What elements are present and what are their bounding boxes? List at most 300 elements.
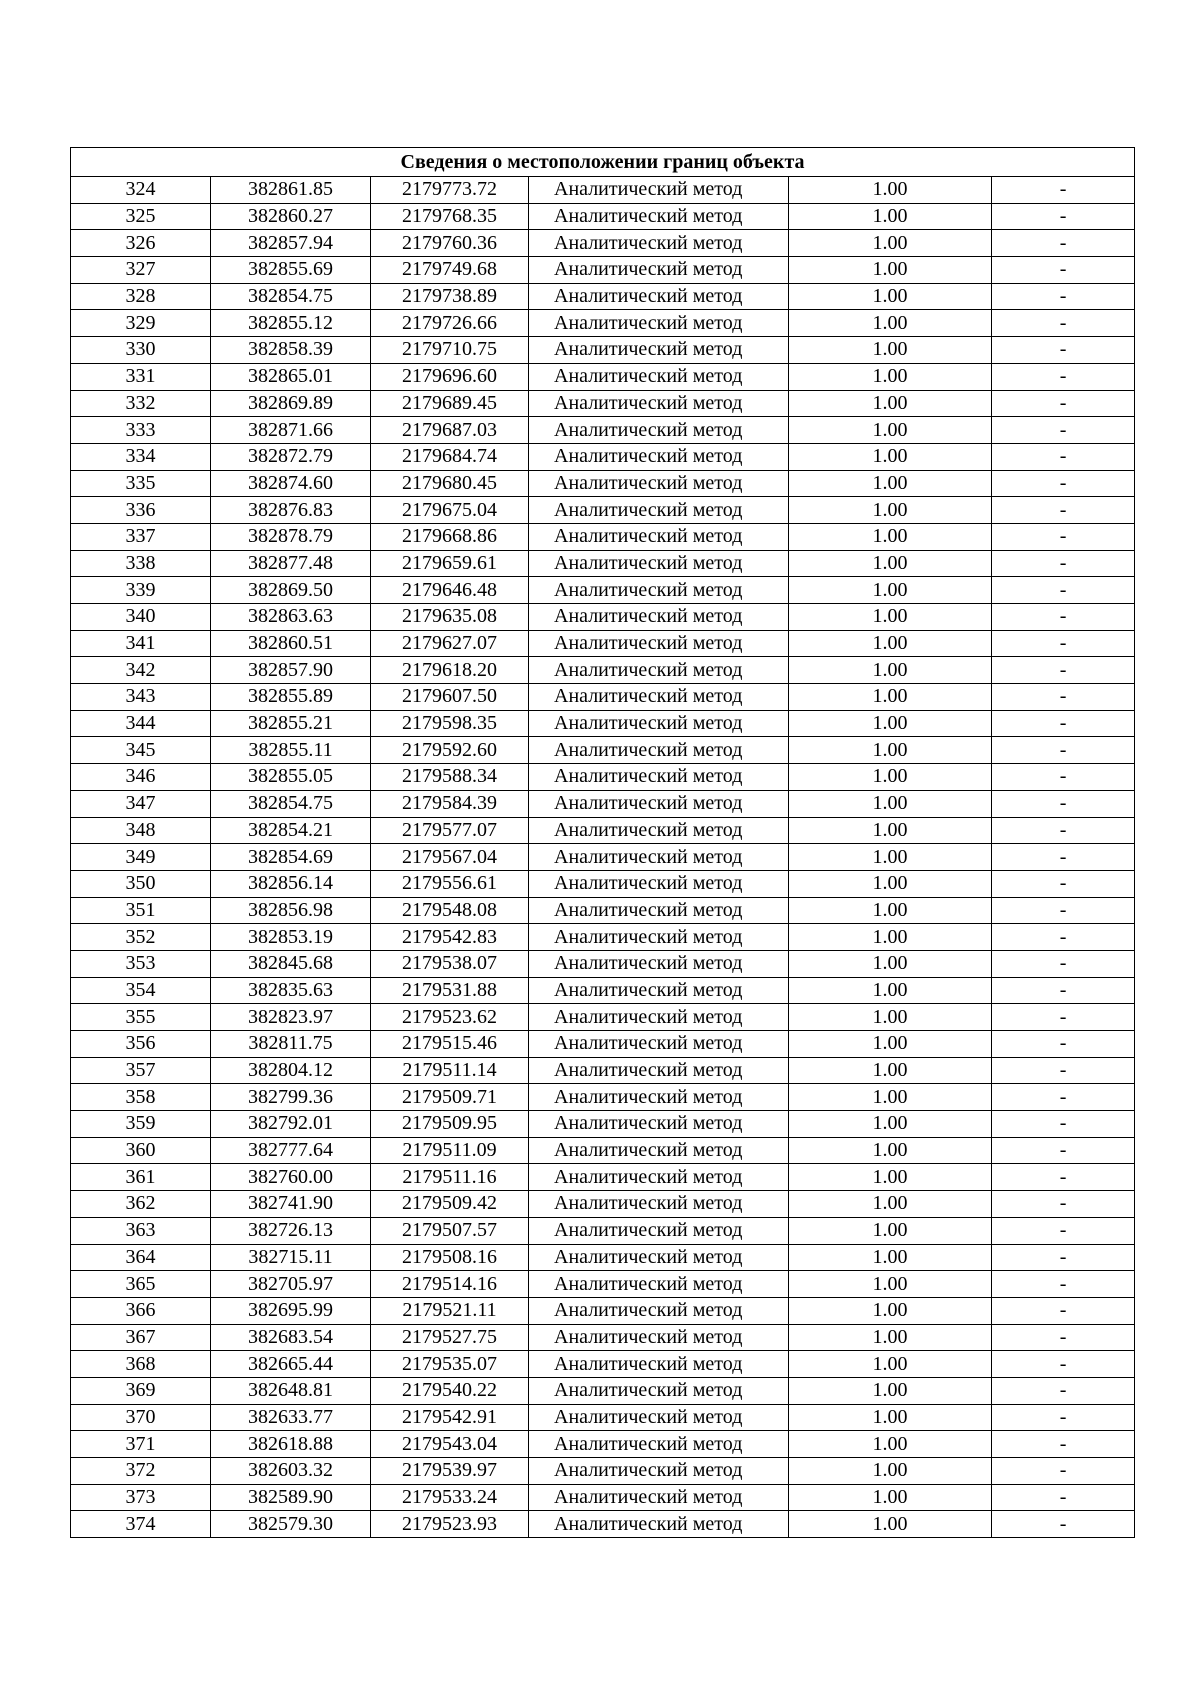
x-coordinate-cell: 382861.85: [211, 177, 371, 204]
y-coordinate-cell: 2179635.08: [371, 604, 529, 631]
description-cell: -: [992, 1324, 1135, 1351]
table-row: [71, 1404, 1135, 1431]
y-coordinate-cell: 2179584.39: [371, 790, 529, 817]
accuracy-cell: 1.00: [789, 1004, 992, 1031]
description-cell: -: [992, 950, 1135, 977]
table-row: [71, 1217, 1135, 1244]
y-coordinate-cell: 2179548.08: [371, 897, 529, 924]
x-coordinate-cell: 382633.77: [211, 1404, 371, 1431]
accuracy-cell: 1.00: [789, 1377, 992, 1404]
y-coordinate-cell: 2179675.04: [371, 497, 529, 524]
table-row: [71, 257, 1135, 284]
description-cell: -: [992, 310, 1135, 337]
x-coordinate-cell: 382874.60: [211, 470, 371, 497]
y-coordinate-cell: 2179514.16: [371, 1271, 529, 1298]
y-coordinate-cell: 2179659.61: [371, 550, 529, 577]
y-coordinate-cell: 2179527.75: [371, 1324, 529, 1351]
x-coordinate-cell: 382853.19: [211, 924, 371, 951]
x-coordinate-cell: 382855.12: [211, 310, 371, 337]
description-cell: -: [992, 1271, 1135, 1298]
point-number-cell: 371: [71, 1431, 211, 1458]
table-row: [71, 1191, 1135, 1218]
method-cell: Аналитический метод: [529, 443, 789, 470]
x-coordinate-cell: 382799.36: [211, 1084, 371, 1111]
table-body: [71, 177, 1135, 1538]
method-cell: Аналитический метод: [529, 390, 789, 417]
x-coordinate-cell: 382878.79: [211, 523, 371, 550]
x-coordinate-cell: 382877.48: [211, 550, 371, 577]
point-number-cell: 366: [71, 1297, 211, 1324]
point-number-cell: 337: [71, 523, 211, 550]
accuracy-cell: 1.00: [789, 1031, 992, 1058]
y-coordinate-cell: 2179535.07: [371, 1351, 529, 1378]
accuracy-cell: 1.00: [789, 1271, 992, 1298]
description-cell: -: [992, 497, 1135, 524]
y-coordinate-cell: 2179710.75: [371, 337, 529, 364]
accuracy-cell: 1.00: [789, 1244, 992, 1271]
method-cell: Аналитический метод: [529, 630, 789, 657]
point-number-cell: 344: [71, 710, 211, 737]
method-cell: Аналитический метод: [529, 1458, 789, 1485]
method-cell: Аналитический метод: [529, 1111, 789, 1138]
y-coordinate-cell: 2179689.45: [371, 390, 529, 417]
y-coordinate-cell: 2179738.89: [371, 283, 529, 310]
y-coordinate-cell: 2179577.07: [371, 817, 529, 844]
point-number-cell: 348: [71, 817, 211, 844]
table-row: [71, 203, 1135, 230]
accuracy-cell: 1.00: [789, 924, 992, 951]
point-number-cell: 370: [71, 1404, 211, 1431]
y-coordinate-cell: 2179511.14: [371, 1057, 529, 1084]
description-cell: -: [992, 363, 1135, 390]
point-number-cell: 355: [71, 1004, 211, 1031]
description-cell: -: [992, 1244, 1135, 1271]
description-cell: -: [992, 1217, 1135, 1244]
point-number-cell: 373: [71, 1484, 211, 1511]
table-row: [71, 523, 1135, 550]
y-coordinate-cell: 2179567.04: [371, 844, 529, 871]
point-number-cell: 360: [71, 1137, 211, 1164]
x-coordinate-cell: 382835.63: [211, 977, 371, 1004]
description-cell: -: [992, 1164, 1135, 1191]
description-cell: -: [992, 1484, 1135, 1511]
point-number-cell: 335: [71, 470, 211, 497]
method-cell: Аналитический метод: [529, 310, 789, 337]
method-cell: Аналитический метод: [529, 1057, 789, 1084]
table-row: [71, 1458, 1135, 1485]
accuracy-cell: 1.00: [789, 870, 992, 897]
x-coordinate-cell: 382603.32: [211, 1458, 371, 1485]
method-cell: Аналитический метод: [529, 1084, 789, 1111]
y-coordinate-cell: 2179523.93: [371, 1511, 529, 1538]
table-row: [71, 604, 1135, 631]
x-coordinate-cell: 382865.01: [211, 363, 371, 390]
x-coordinate-cell: 382823.97: [211, 1004, 371, 1031]
x-coordinate-cell: 382869.50: [211, 577, 371, 604]
point-number-cell: 374: [71, 1511, 211, 1538]
point-number-cell: 351: [71, 897, 211, 924]
x-coordinate-cell: 382683.54: [211, 1324, 371, 1351]
method-cell: Аналитический метод: [529, 604, 789, 631]
table-row: [71, 1084, 1135, 1111]
point-number-cell: 352: [71, 924, 211, 951]
method-cell: Аналитический метод: [529, 283, 789, 310]
method-cell: Аналитический метод: [529, 977, 789, 1004]
description-cell: -: [992, 1431, 1135, 1458]
point-number-cell: 349: [71, 844, 211, 871]
table-row: [71, 630, 1135, 657]
x-coordinate-cell: 382777.64: [211, 1137, 371, 1164]
accuracy-cell: 1.00: [789, 1164, 992, 1191]
method-cell: Аналитический метод: [529, 1191, 789, 1218]
description-cell: -: [992, 337, 1135, 364]
table-row: [71, 283, 1135, 310]
description-cell: -: [992, 817, 1135, 844]
method-cell: Аналитический метод: [529, 817, 789, 844]
x-coordinate-cell: 382869.89: [211, 390, 371, 417]
x-coordinate-cell: 382648.81: [211, 1377, 371, 1404]
method-cell: Аналитический метод: [529, 737, 789, 764]
y-coordinate-cell: 2179509.95: [371, 1111, 529, 1138]
y-coordinate-cell: 2179592.60: [371, 737, 529, 764]
point-number-cell: 361: [71, 1164, 211, 1191]
point-number-cell: 358: [71, 1084, 211, 1111]
point-number-cell: 353: [71, 950, 211, 977]
accuracy-cell: 1.00: [789, 577, 992, 604]
table-row: [71, 310, 1135, 337]
accuracy-cell: 1.00: [789, 1191, 992, 1218]
description-cell: -: [992, 443, 1135, 470]
table-row: [71, 1324, 1135, 1351]
y-coordinate-cell: 2179749.68: [371, 257, 529, 284]
description-cell: -: [992, 230, 1135, 257]
table-row: [71, 817, 1135, 844]
x-coordinate-cell: 382589.90: [211, 1484, 371, 1511]
y-coordinate-cell: 2179618.20: [371, 657, 529, 684]
y-coordinate-cell: 2179523.62: [371, 1004, 529, 1031]
method-cell: Аналитический метод: [529, 897, 789, 924]
method-cell: Аналитический метод: [529, 523, 789, 550]
accuracy-cell: 1.00: [789, 764, 992, 791]
x-coordinate-cell: 382741.90: [211, 1191, 371, 1218]
table-row: [71, 924, 1135, 951]
point-number-cell: 329: [71, 310, 211, 337]
accuracy-cell: 1.00: [789, 497, 992, 524]
x-coordinate-cell: 382872.79: [211, 443, 371, 470]
description-cell: -: [992, 897, 1135, 924]
x-coordinate-cell: 382855.21: [211, 710, 371, 737]
y-coordinate-cell: 2179515.46: [371, 1031, 529, 1058]
description-cell: -: [992, 844, 1135, 871]
y-coordinate-cell: 2179538.07: [371, 950, 529, 977]
y-coordinate-cell: 2179768.35: [371, 203, 529, 230]
description-cell: -: [992, 1084, 1135, 1111]
point-number-cell: 350: [71, 870, 211, 897]
table-row: [71, 390, 1135, 417]
accuracy-cell: 1.00: [789, 417, 992, 444]
method-cell: Аналитический метод: [529, 657, 789, 684]
x-coordinate-cell: 382863.63: [211, 604, 371, 631]
point-number-cell: 368: [71, 1351, 211, 1378]
x-coordinate-cell: 382845.68: [211, 950, 371, 977]
y-coordinate-cell: 2179509.71: [371, 1084, 529, 1111]
accuracy-cell: 1.00: [789, 710, 992, 737]
accuracy-cell: 1.00: [789, 1111, 992, 1138]
point-number-cell: 354: [71, 977, 211, 1004]
table-row: [71, 177, 1135, 204]
x-coordinate-cell: 382855.69: [211, 257, 371, 284]
x-coordinate-cell: 382857.90: [211, 657, 371, 684]
method-cell: Аналитический метод: [529, 577, 789, 604]
accuracy-cell: 1.00: [789, 1351, 992, 1378]
table-row: [71, 1111, 1135, 1138]
table-row: [71, 710, 1135, 737]
point-number-cell: 332: [71, 390, 211, 417]
method-cell: Аналитический метод: [529, 550, 789, 577]
y-coordinate-cell: 2179508.16: [371, 1244, 529, 1271]
table-row: [71, 1164, 1135, 1191]
description-cell: -: [992, 1057, 1135, 1084]
point-number-cell: 363: [71, 1217, 211, 1244]
point-number-cell: 336: [71, 497, 211, 524]
accuracy-cell: 1.00: [789, 1484, 992, 1511]
y-coordinate-cell: 2179773.72: [371, 177, 529, 204]
method-cell: Аналитический метод: [529, 1511, 789, 1538]
table-row: [71, 1031, 1135, 1058]
y-coordinate-cell: 2179531.88: [371, 977, 529, 1004]
accuracy-cell: 1.00: [789, 844, 992, 871]
description-cell: -: [992, 1191, 1135, 1218]
method-cell: Аналитический метод: [529, 1137, 789, 1164]
method-cell: Аналитический метод: [529, 1377, 789, 1404]
x-coordinate-cell: 382857.94: [211, 230, 371, 257]
description-cell: -: [992, 1031, 1135, 1058]
method-cell: Аналитический метод: [529, 1484, 789, 1511]
x-coordinate-cell: 382855.05: [211, 764, 371, 791]
method-cell: Аналитический метод: [529, 203, 789, 230]
document-page: [70, 147, 1134, 1538]
point-number-cell: 328: [71, 283, 211, 310]
description-cell: -: [992, 1137, 1135, 1164]
x-coordinate-cell: 382695.99: [211, 1297, 371, 1324]
accuracy-cell: 1.00: [789, 443, 992, 470]
method-cell: Аналитический метод: [529, 684, 789, 711]
method-cell: Аналитический метод: [529, 710, 789, 737]
x-coordinate-cell: 382726.13: [211, 1217, 371, 1244]
x-coordinate-cell: 382804.12: [211, 1057, 371, 1084]
y-coordinate-cell: 2179680.45: [371, 470, 529, 497]
table-row: [71, 1484, 1135, 1511]
x-coordinate-cell: 382856.98: [211, 897, 371, 924]
method-cell: Аналитический метод: [529, 1271, 789, 1298]
point-number-cell: 338: [71, 550, 211, 577]
x-coordinate-cell: 382705.97: [211, 1271, 371, 1298]
point-number-cell: 325: [71, 203, 211, 230]
point-number-cell: 345: [71, 737, 211, 764]
y-coordinate-cell: 2179542.91: [371, 1404, 529, 1431]
method-cell: Аналитический метод: [529, 1431, 789, 1458]
description-cell: -: [992, 790, 1135, 817]
y-coordinate-cell: 2179507.57: [371, 1217, 529, 1244]
y-coordinate-cell: 2179540.22: [371, 1377, 529, 1404]
x-coordinate-cell: 382856.14: [211, 870, 371, 897]
accuracy-cell: 1.00: [789, 817, 992, 844]
y-coordinate-cell: 2179511.09: [371, 1137, 529, 1164]
description-cell: -: [992, 977, 1135, 1004]
accuracy-cell: 1.00: [789, 630, 992, 657]
accuracy-cell: 1.00: [789, 657, 992, 684]
method-cell: Аналитический метод: [529, 924, 789, 951]
table-title-row: [71, 148, 1135, 177]
description-cell: -: [992, 257, 1135, 284]
y-coordinate-cell: 2179521.11: [371, 1297, 529, 1324]
description-cell: -: [992, 630, 1135, 657]
description-cell: -: [992, 203, 1135, 230]
method-cell: Аналитический метод: [529, 844, 789, 871]
accuracy-cell: 1.00: [789, 230, 992, 257]
point-number-cell: 341: [71, 630, 211, 657]
method-cell: Аналитический метод: [529, 790, 789, 817]
table-row: [71, 657, 1135, 684]
x-coordinate-cell: 382811.75: [211, 1031, 371, 1058]
y-coordinate-cell: 2179687.03: [371, 417, 529, 444]
x-coordinate-cell: 382854.21: [211, 817, 371, 844]
point-number-cell: 364: [71, 1244, 211, 1271]
accuracy-cell: 1.00: [789, 257, 992, 284]
description-cell: -: [992, 870, 1135, 897]
point-number-cell: 367: [71, 1324, 211, 1351]
method-cell: Аналитический метод: [529, 1031, 789, 1058]
table-row: [71, 497, 1135, 524]
description-cell: -: [992, 764, 1135, 791]
point-number-cell: 331: [71, 363, 211, 390]
description-cell: -: [992, 604, 1135, 631]
accuracy-cell: 1.00: [789, 897, 992, 924]
description-cell: -: [992, 924, 1135, 951]
table-row: [71, 737, 1135, 764]
table-row: [71, 230, 1135, 257]
x-coordinate-cell: 382876.83: [211, 497, 371, 524]
x-coordinate-cell: 382665.44: [211, 1351, 371, 1378]
table-row: [71, 764, 1135, 791]
x-coordinate-cell: 382715.11: [211, 1244, 371, 1271]
accuracy-cell: 1.00: [789, 950, 992, 977]
y-coordinate-cell: 2179646.48: [371, 577, 529, 604]
description-cell: -: [992, 1458, 1135, 1485]
accuracy-cell: 1.00: [789, 390, 992, 417]
accuracy-cell: 1.00: [789, 977, 992, 1004]
accuracy-cell: 1.00: [789, 1324, 992, 1351]
y-coordinate-cell: 2179511.16: [371, 1164, 529, 1191]
accuracy-cell: 1.00: [789, 310, 992, 337]
table-row: [71, 1137, 1135, 1164]
method-cell: Аналитический метод: [529, 257, 789, 284]
accuracy-cell: 1.00: [789, 1137, 992, 1164]
accuracy-cell: 1.00: [789, 363, 992, 390]
x-coordinate-cell: 382854.75: [211, 283, 371, 310]
accuracy-cell: 1.00: [789, 1057, 992, 1084]
point-number-cell: 330: [71, 337, 211, 364]
method-cell: Аналитический метод: [529, 1404, 789, 1431]
point-number-cell: 359: [71, 1111, 211, 1138]
description-cell: -: [992, 1404, 1135, 1431]
point-number-cell: 372: [71, 1458, 211, 1485]
point-number-cell: 326: [71, 230, 211, 257]
table-row: [71, 443, 1135, 470]
description-cell: -: [992, 390, 1135, 417]
description-cell: -: [992, 737, 1135, 764]
accuracy-cell: 1.00: [789, 1084, 992, 1111]
point-number-cell: 365: [71, 1271, 211, 1298]
accuracy-cell: 1.00: [789, 283, 992, 310]
description-cell: -: [992, 1297, 1135, 1324]
method-cell: Аналитический метод: [529, 1164, 789, 1191]
method-cell: Аналитический метод: [529, 337, 789, 364]
description-cell: -: [992, 283, 1135, 310]
table-row: [71, 977, 1135, 1004]
y-coordinate-cell: 2179539.97: [371, 1458, 529, 1485]
point-number-cell: 324: [71, 177, 211, 204]
accuracy-cell: 1.00: [789, 1404, 992, 1431]
table-row: [71, 1004, 1135, 1031]
method-cell: Аналитический метод: [529, 764, 789, 791]
point-number-cell: 356: [71, 1031, 211, 1058]
table-row: [71, 790, 1135, 817]
table-row: [71, 950, 1135, 977]
table-row: [71, 684, 1135, 711]
x-coordinate-cell: 382871.66: [211, 417, 371, 444]
point-number-cell: 339: [71, 577, 211, 604]
description-cell: -: [992, 177, 1135, 204]
method-cell: Аналитический метод: [529, 470, 789, 497]
method-cell: Аналитический метод: [529, 497, 789, 524]
y-coordinate-cell: 2179726.66: [371, 310, 529, 337]
accuracy-cell: 1.00: [789, 1217, 992, 1244]
description-cell: -: [992, 417, 1135, 444]
description-cell: -: [992, 657, 1135, 684]
accuracy-cell: 1.00: [789, 523, 992, 550]
method-cell: Аналитический метод: [529, 1297, 789, 1324]
accuracy-cell: 1.00: [789, 684, 992, 711]
x-coordinate-cell: 382858.39: [211, 337, 371, 364]
description-cell: -: [992, 1377, 1135, 1404]
point-number-cell: 346: [71, 764, 211, 791]
point-number-cell: 340: [71, 604, 211, 631]
y-coordinate-cell: 2179668.86: [371, 523, 529, 550]
table-row: [71, 870, 1135, 897]
method-cell: Аналитический метод: [529, 230, 789, 257]
point-number-cell: 342: [71, 657, 211, 684]
table-row: [71, 1244, 1135, 1271]
accuracy-cell: 1.00: [789, 737, 992, 764]
accuracy-cell: 1.00: [789, 203, 992, 230]
y-coordinate-cell: 2179588.34: [371, 764, 529, 791]
table-row: [71, 337, 1135, 364]
description-cell: -: [992, 684, 1135, 711]
description-cell: -: [992, 1111, 1135, 1138]
point-number-cell: 357: [71, 1057, 211, 1084]
y-coordinate-cell: 2179627.07: [371, 630, 529, 657]
table-row: [71, 550, 1135, 577]
accuracy-cell: 1.00: [789, 337, 992, 364]
boundary-coordinates-table: [70, 147, 1135, 1538]
y-coordinate-cell: 2179556.61: [371, 870, 529, 897]
description-cell: -: [992, 1351, 1135, 1378]
x-coordinate-cell: 382854.75: [211, 790, 371, 817]
x-coordinate-cell: 382618.88: [211, 1431, 371, 1458]
method-cell: Аналитический метод: [529, 1244, 789, 1271]
table-row: [71, 1057, 1135, 1084]
